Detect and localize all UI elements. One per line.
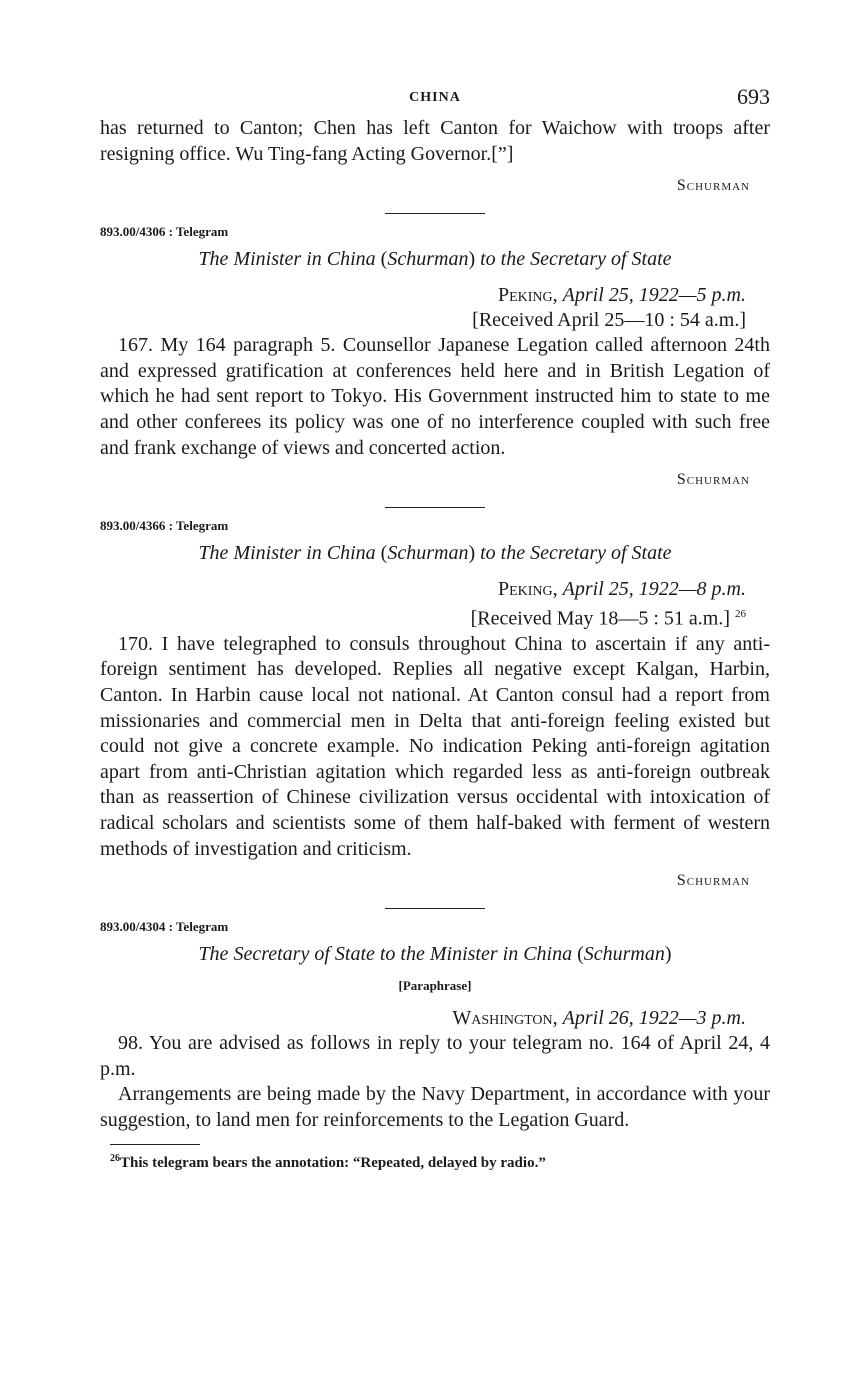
heading-name: Schurman xyxy=(387,248,469,271)
file-number: 893.00/4304 : Telegram xyxy=(100,919,229,935)
heading-name: Schurman xyxy=(583,943,665,966)
received-line: [Received April 25—10 : 54 a.m.] xyxy=(472,309,746,332)
telegram-section xyxy=(100,224,770,489)
running-head xyxy=(100,80,770,116)
document-heading xyxy=(100,542,770,565)
section-divider xyxy=(385,507,485,508)
heading-text: The Minister in China xyxy=(198,248,381,271)
file-number: 893.00/4306 : Telegram xyxy=(100,224,229,240)
heading-text: The Secretary of State to the Minister in China xyxy=(198,943,578,966)
heading-name: Schurman xyxy=(387,542,469,565)
footnote xyxy=(110,1153,770,1172)
page-number: 693 xyxy=(737,84,770,109)
received-text: [Received May 18—5 : 51 a.m.] xyxy=(470,607,730,630)
telegram-section xyxy=(100,518,770,890)
footnote-divider xyxy=(110,1144,200,1145)
heading-paren: ( xyxy=(380,248,388,271)
file-number: 893.00/4366 : Telegram xyxy=(100,518,229,534)
document-page xyxy=(100,80,770,1172)
dateline xyxy=(100,577,746,602)
date: April 25, 1922—8 p.m. xyxy=(562,578,746,601)
heading-text: to the Secretary of State xyxy=(475,248,672,271)
footnote-text: This telegram bears the annotation: “Repeated, delayed by radio.” xyxy=(120,1154,546,1171)
signature: Schurman xyxy=(676,872,750,890)
place: Washington, xyxy=(452,1007,558,1030)
telegram-body: 170. I have telegraphed to consuls throughout China to ascertain if any anti-foreign sentiment has developed. Replies all negative except Kalgan, Harbin, Canton. In Harbin cause local not national. At Canton consul had a report from missionaries and commercial men in Delta that anti-foreign feeling existed but could not give a concrete example. No indication Peking anti-foreign agitation apart from anti-Christian agitation which regarded less as anti-foreign outbreak than as reassertion of Chinese civilization versus occidental with intoxication of radical scholars and scientists some of them half-baked with ferment of western methods of investigation and criticism. xyxy=(100,632,770,860)
heading-paren: ( xyxy=(577,943,584,966)
telegram-body: 98. You are advised as follows in reply to your telegram no. 164 of April 24, 4 p.m. xyxy=(100,1032,770,1080)
dateline xyxy=(100,1006,746,1031)
date: April 25, 1922—5 p.m. xyxy=(562,284,746,307)
paraphrase-note: [Paraphrase] xyxy=(398,978,472,994)
telegram-body-continued: Arrangements are being made by the Navy Department, in accordance with your suggestion, to land men for reinforcements to the Legation Guard. xyxy=(100,1083,770,1131)
dateline xyxy=(100,283,746,308)
heading-paren: ) xyxy=(468,248,476,271)
telegram-body: 167. My 164 paragraph 5. Counsellor Japanese Legation called afternoon 24th and expressed gratification at conferences held here and in British Legation of which he had sent report to Tokyo. His Government instructed him to state to me and other conferees its policy was one of no interference coupled with such free and frank exchange of views and concerted action. xyxy=(100,334,770,459)
running-title: CHINA xyxy=(409,90,461,105)
footnote-reference[interactable]: 26 xyxy=(735,608,746,621)
section-divider xyxy=(385,213,485,214)
place: Peking, xyxy=(497,284,558,307)
document-heading xyxy=(100,943,770,966)
heading-text: to the Secretary of State xyxy=(475,542,672,565)
heading-paren: ) xyxy=(664,943,672,966)
heading-text: The Minister in China xyxy=(198,542,381,565)
heading-paren: ( xyxy=(380,542,388,565)
signature: Schurman xyxy=(676,177,750,195)
date: April 26, 1922—3 p.m. xyxy=(562,1007,746,1030)
telegram-section xyxy=(100,919,770,1133)
signature: Schurman xyxy=(676,471,750,489)
received-line xyxy=(100,602,746,632)
place: Peking, xyxy=(497,578,558,601)
section-divider xyxy=(385,908,485,909)
heading-paren: ) xyxy=(468,542,476,565)
footnote-mark: 26 xyxy=(110,1152,120,1164)
continuation-paragraph: has returned to Canton; Chen has left Canton for Waichow with troops after resigning office. Wu Ting-fang Acting Governor.[”] xyxy=(100,117,770,165)
document-heading xyxy=(100,248,770,271)
